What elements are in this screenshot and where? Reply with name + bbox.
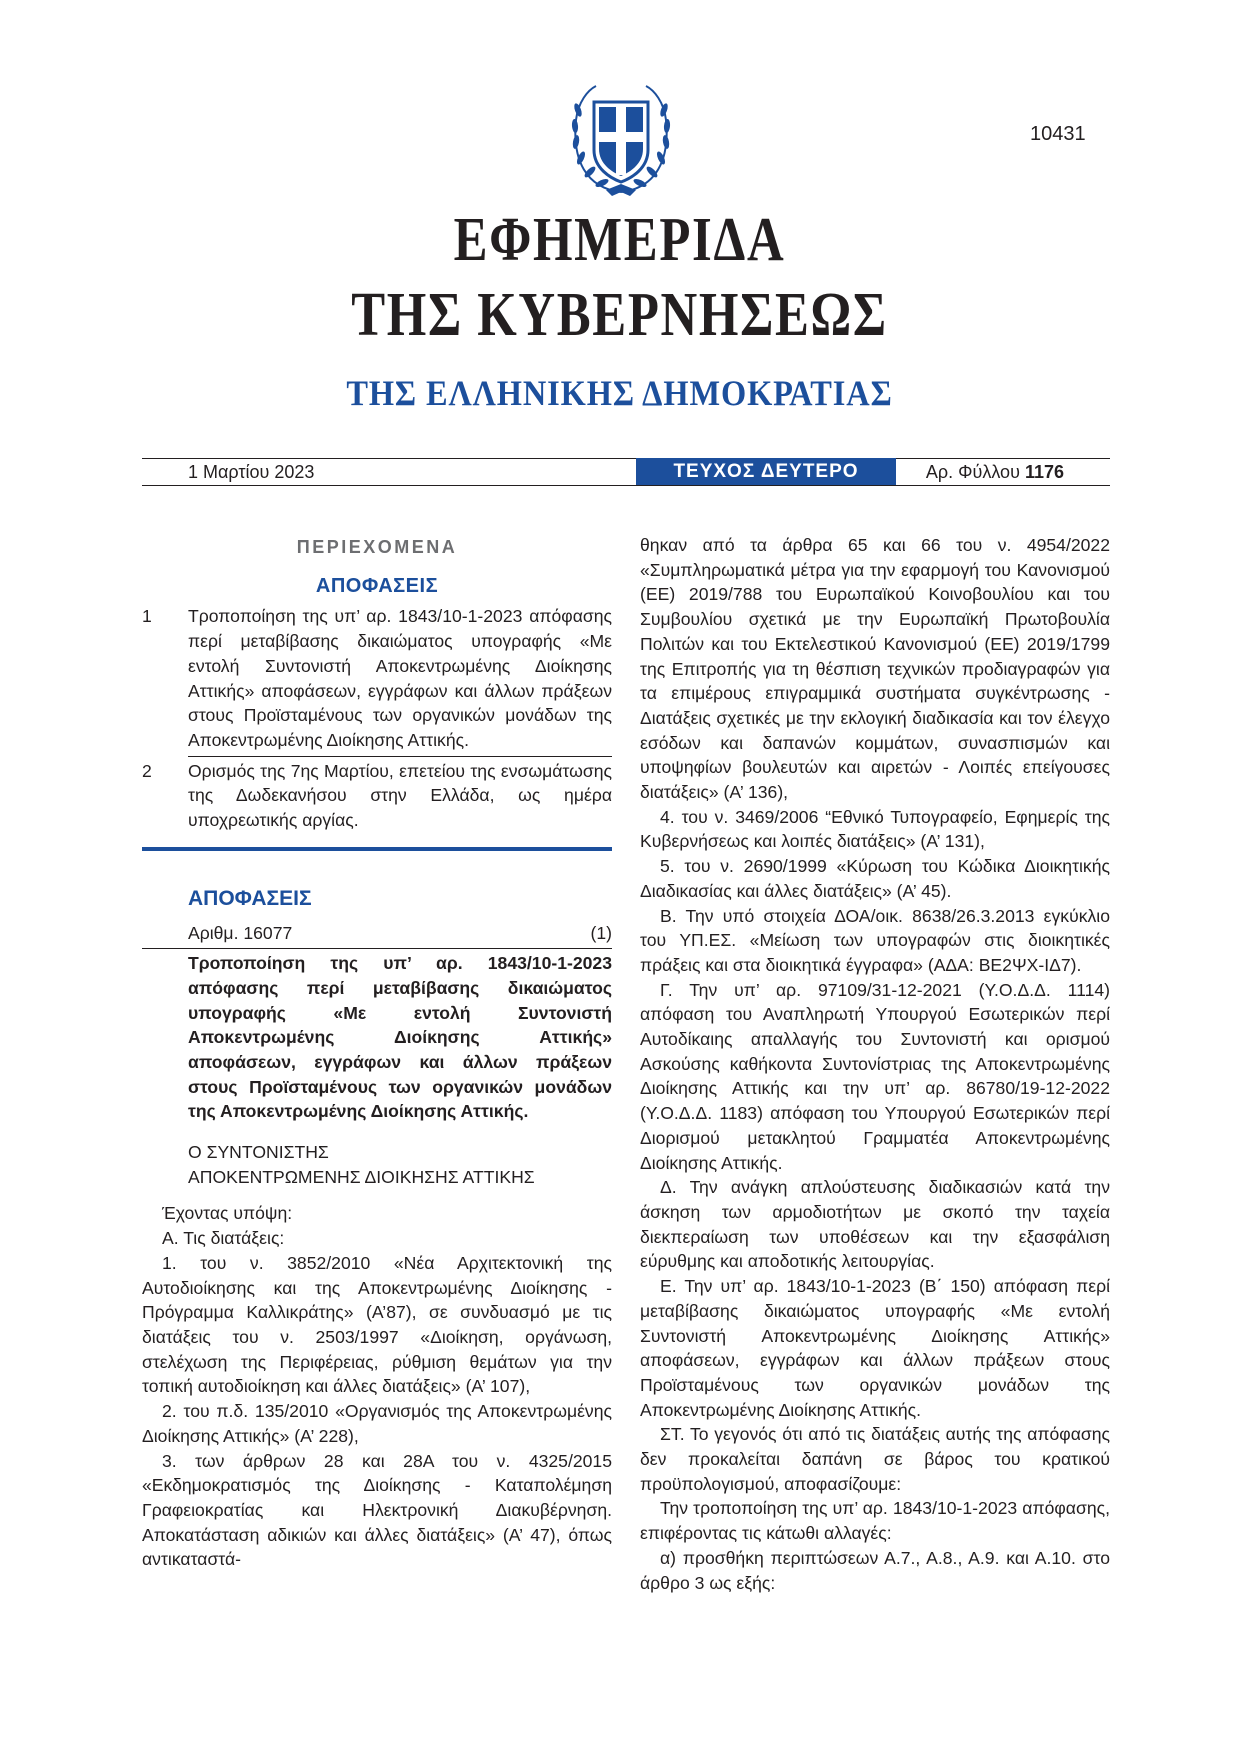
body-paragraph: Β. Την υπό στοιχεία ΔΟΑ/οικ. 8638/26.3.2013 εγκύκλιο του ΥΠ.ΕΣ. «Μείωση των υπογραφών στις διοικητικές πράξεις και στα διοικητικά έγγραφα» (ΑΔΑ: ΒΕ2ΨΧ-ΙΔ7). [640, 905, 1110, 975]
body-paragraph: Γ. Την υπ’ αρ. 97109/31-12-2021 (Υ.Ο.Δ.Δ. 1114) απόφαση του Αναπληρωτή Υπουργού Εσωτερικών περί Αυτοδίκαιης απαλλαγής του Συντονιστή και ορισμού Ασκούσης καθήκοντα Συντονίστριας της Αποκεντρωμένης Διοίκησης Αττικής και την υπ’ αρ. 86780/19-12-2022 (Υ.Ο.Δ.Δ. 1183) απόφαση του Υπουργού Εσωτερικών περί Διορισμού μετακλητού Γραμματέα Αποκεντρωμένης Διοίκησης Αττικής. [640, 979, 1110, 1173]
masthead-bar [142, 458, 1110, 486]
body-paragraph: α) προσθήκη περιπτώσεων Α.7., Α.8., Α.9. και Α.10. στο άρθρο 3 ως εξής: [640, 1547, 1110, 1593]
body-paragraph: θηκαν από τα άρθρα 65 και 66 του ν. 4954/2022 «Συμπληρωματικά μέτρα για την εφαρμογή του Κανονισμού (ΕΕ) 2019/788 του Ευρωπαϊκού Κοινοβουλίου και του Συμβουλίου σχετικά με την Ευρωπαϊκή Πρωτοβουλία Πολιτών και του Εκτελεστικού Κανονισμού (ΕΕ) 2019/1799 της Επιτροπής για τη θέσπιση τεχνικών προδιαγραφών για τα επιμέρους επιγραμμικά συστήματα συγκέντρωσης - Διατάξεις σχετικές με την εκλογική διαδικασία και τον έλεγχο εσόδων και δαπανών κομμάτων, συνασπισμών και υποψηφίων βουλευτών και αιρετών - Λοιπές επείγουσες διατάξεις» (Α’ 136), [640, 535, 1110, 803]
contents-separator [188, 756, 612, 757]
body-paragraph: ΣΤ. Το γεγονός ότι από τις διατάξεις αυτής της απόφασης δεν προκαλείται δαπάνη σε βάρος του κρατικού προϋπολογισμού, αποφασίζουμε: [640, 1424, 1110, 1494]
body-paragraph: Ε. Την υπ’ αρ. 1843/10-1-2023 (Β΄ 150) απόφαση περί μεταβίβασης δικαιώματος υπογραφής «Με εντολή Συντονιστή Αποκεντρωμένης Διοίκησης Αττικής» αποφάσεων, εγγράφων και άλλων πράξεων στους Προϊσταμένους των οργανικών μονάδων της Αποκεντρωμένης Διοίκησης Αττικής. [640, 1276, 1110, 1420]
contents-item-number: 1 [142, 606, 152, 627]
body-paragraph: 4. του ν. 3469/2006 “Εθνικό Τυπογραφείο, Εφημερίς της Κυβερνήσεως και λοιπές διατάξεις» (Α’ 131), [640, 806, 1110, 852]
gazette-title-line-2: ΤΗΣ ΚΥΒΕΡΝΗΣΕΩΣ [351, 281, 888, 349]
issue-date: 1 Μαρτίου 2023 [188, 462, 315, 482]
contents-section-heading: ΑΠΟΦΑΣΕΙΣ [315, 574, 439, 597]
sheet-number-value: 1176 [1024, 462, 1064, 482]
gazette-title-line-3: ΤΗΣ ΕΛΛΗΝΙΚΗΣ ΔΗΜΟΚΡΑΤΙΑΣ [346, 373, 893, 413]
issuer-line-2: ΑΠΟΚΕΝΤΡΩΜΕΝΗΣ ΔΙΟΙΚΗΣΗΣ ΑΤΤΙΚΗΣ [188, 1166, 535, 1187]
contents-item-text: Τροποποίηση της υπ’ αρ. 1843/10-1-2023 απόφασης περί μεταβίβασης δικαιώματος υπογραφής «Με εντολή Συντονιστή Αποκεντρωμένης Διοίκησης Αττικής» αποφάσεων, εγγράφων και άλλων πράξεων στους Προϊσταμένους των οργανικών μονάδων της Αποκεντρωμένης Διοίκησης Αττικής. [188, 606, 612, 750]
body-paragraph: 1. του ν. 3852/2010 «Νέα Αρχιτεκτονική της Αυτοδιοίκησης και της Αποκεντρωμένης Διοίκησης - Πρόγραμμα Καλλικράτης» (Α’87), σε συνδυασμό με τις διατάξεις του ν. 2503/1997 «Διοίκηση, οργάνωση, στελέχωση της Περιφέρειας, ρύθμιση θεμάτων για την τοπική αυτοδιοίκηση και άλλες διατάξεις» (Α’ 107), [142, 1252, 612, 1397]
decision-issuer [188, 1140, 612, 1189]
right-column [640, 533, 1110, 1595]
decision-rule [142, 948, 612, 949]
contents-heading: ΠΕΡΙΕΧΟΜΕΝΑ [296, 537, 458, 557]
decision-number-row [188, 921, 612, 946]
body-paragraph: Την τροποποίηση της υπ’ αρ. 1843/10-1-2023 απόφασης, επιφέροντας τις κάτωθι αλλαγές: [640, 1498, 1110, 1544]
issuer-line-1: Ο ΣΥΝΤΟΝΙΣΤΗΣ [188, 1142, 329, 1163]
contents-item-text: Ορισμός της 7ης Μαρτίου, επετείου της ενσωμάτωσης της Δωδεκανήσου στην Ελλάδα, ως ημέρα υποχρεωτικής αργίας. [188, 760, 612, 831]
sheet-number [926, 462, 1064, 483]
sheet-number-label: Αρ. Φύλλου [925, 462, 1020, 482]
masthead-top-rule [142, 458, 1110, 459]
masthead-bottom-rule [142, 485, 1110, 486]
decisions-heading: ΑΠΟΦΑΣΕΙΣ [188, 886, 312, 910]
body-paragraph: Α. Τις διατάξεις: [162, 1228, 285, 1249]
decision-title: Τροποποίηση της υπ’ αρ. 1843/10-1-2023 απόφασης περί μεταβίβασης δικαιώματος υπογραφής «Με εντολή Συντονιστή Αποκεντρωμένης Διοίκησης Αττικής» αποφάσεων, εγγράφων και άλλων πράξεων στους Προϊσταμένους των οργανικών μονάδων της Αποκεντρωμένης Διοίκησης Αττικής. [188, 953, 612, 1122]
body-paragraph: Έχοντας υπόψη: [162, 1203, 293, 1224]
contents-item-number: 2 [142, 760, 152, 781]
decision-number: Αριθμ. 16077 [188, 923, 293, 944]
contents-end-rule [142, 847, 612, 851]
page-number: 10431 [1030, 123, 1086, 145]
body-paragraph: Δ. Την ανάγκη απλούστευσης διαδικασιών κατά την άσκηση των αρμοδιοτήτων με σκοπό την ταχεία διεκπεραίωση των υποθέσεων και την εξασφάλιση εύρυθμης και αποδοτικής λειτουργίας. [640, 1177, 1110, 1272]
contents-item [142, 604, 612, 752]
decision-index: (1) [590, 923, 612, 944]
gazette-title-line-1: ΕΦΗΜΕΡΙΔΑ [453, 206, 786, 274]
body-paragraph: 2. του π.δ. 135/2010 «Οργανισμός της Αποκεντρωμένης Διοίκησης Αττικής» (Α’ 228), [142, 1401, 612, 1446]
contents-item [142, 759, 612, 833]
body-paragraph: 3. των άρθρων 28 και 28Α του ν. 4325/2015 «Εκδημοκρατισμός της Διοίκησης - Καταπολέμηση Γραφειοκρατίας και Ηλεκτρονική Διακυβέρνηση. Αποκατάσταση αδικιών και άλλες διατάξεις» (Α’ 47), όπως αντικαταστά- [142, 1450, 612, 1570]
greek-coat-of-arms-emblem [566, 80, 676, 202]
body-paragraph: 5. του ν. 2690/1999 «Κύρωση του Κώδικα Διοικητικής Διαδικασίας και άλλες διατάξεις» (Α’ 45). [640, 856, 1110, 901]
issue-series-badge: ΤΕΥΧΟΣ ΔΕΥΤΕΡΟ [636, 458, 896, 486]
left-column [142, 535, 612, 1572]
